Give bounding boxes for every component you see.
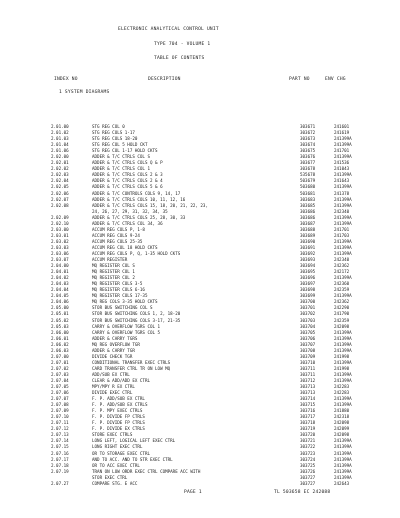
row-env-change: 241399A [334, 136, 352, 142]
row-index: 2.03.07 [51, 257, 69, 263]
row-index: 2.02.05 [51, 184, 69, 190]
row-part-number: 303675 [300, 148, 316, 154]
row-index: 2.01.02 [51, 130, 69, 136]
row-env-change: 241601 [334, 124, 350, 129]
row-description: ADDER & T/C CONTROLS COLS 9, 14, 17 [92, 190, 181, 196]
row-description: CARRY & OVERFLOW TGRS COL 1 [92, 323, 161, 329]
column-header-env: ENV CHG [325, 77, 346, 82]
table-row [0, 481, 400, 487]
row-part-number: 303698 [300, 287, 316, 293]
row-env-change: 241399A [334, 444, 352, 450]
row-env-change: 242283 [334, 384, 350, 390]
row-env-change: 241701 [334, 148, 350, 154]
row-part-number: 303672 [300, 130, 316, 136]
row-part-number: 303689 [300, 232, 316, 238]
row-description: MQ REGISTER COL 1 [92, 269, 135, 275]
row-env-change: 241399A [334, 238, 352, 244]
row-env-change: 242099 [334, 426, 350, 432]
row-description: ADDER & CARRY TGRS [92, 335, 138, 341]
row-env-change: 241399A [334, 329, 352, 335]
row-part-number: 303715 [300, 402, 316, 408]
row-env-change: 241399A [334, 293, 352, 299]
row-description: STOR BUS SWITCHING COL S [92, 305, 153, 311]
row-description: ADDER & T/C CTRLS COLS 25, 28, 30, 33 [92, 214, 186, 220]
row-env-change: 242098 [334, 323, 350, 329]
row-part-number: 303710 [300, 359, 316, 365]
row-index: 2.07.13 [51, 432, 69, 438]
row-index: 2.02.08 [51, 202, 69, 208]
row-env-change: 241399A [334, 462, 352, 468]
row-description: MQ REGISTER COLS 17-35 [92, 293, 148, 299]
row-description: MQ REGISTER COL 2 [92, 275, 135, 281]
row-part-number: 303683 [300, 196, 316, 202]
row-part-number: 303719 [300, 426, 316, 432]
row-part-number: 303699 [300, 293, 316, 299]
row-part-number: 303723 [300, 450, 316, 456]
document-title: ELECTRONIC ANALYTICAL CONTROL UNIT [118, 27, 219, 32]
row-env-change: 241399A [334, 220, 352, 226]
row-description: F. P. ADD/SUB EX CTRL [92, 396, 145, 402]
row-env-change: 241643 [334, 178, 350, 184]
row-index: 2.05.02 [51, 317, 69, 323]
row-env-change: 241399A [334, 474, 352, 480]
row-env-change: 241399A [334, 347, 352, 353]
row-env-change: 241399A [334, 250, 352, 256]
row-part-number: 303702 [300, 311, 316, 317]
row-part-number: 303724 [300, 456, 316, 462]
row-part-number: 303709 [300, 353, 316, 359]
row-description: ADDER & T/C CTRLS COLS 5 & 6 [92, 184, 163, 190]
row-part-number: 303714 [300, 396, 316, 402]
row-part-number: 303727 [300, 480, 316, 486]
table-title: TABLE OF CONTENTS [154, 56, 205, 61]
row-index: 2.07.12 [51, 426, 69, 432]
row-index: 2.01.04 [51, 142, 69, 148]
row-env-change: 241399A [334, 377, 352, 383]
row-part-number: 303685 [300, 202, 316, 208]
row-index: 2.07.01 [51, 359, 69, 365]
row-part-number: 303727 [300, 474, 316, 480]
row-description: ADD/SUB EX CTRL [92, 371, 130, 377]
row-index: 2.07.10 [51, 414, 69, 420]
row-part-number: 303707 [300, 341, 316, 347]
row-part-number: 303687 [300, 220, 316, 226]
row-part-number: 303722 [300, 444, 316, 450]
row-description: MQ REG COLS 3-35 HOLD CKTS [92, 299, 158, 305]
row-index: 2.07.07 [51, 396, 69, 402]
row-env-change: 241703 [334, 232, 350, 238]
row-index: 2.03.03 [51, 244, 69, 250]
row-description: ACCUM REGISTER [92, 257, 128, 263]
row-env-change: 241399A [334, 402, 352, 408]
row-description: DIVIDE CHECK TGR [92, 353, 133, 359]
row-index: 2.03.01 [51, 232, 69, 238]
row-description: MQ REGISTER COLS 3-5 [92, 281, 143, 287]
row-part-number: 303688 [300, 226, 316, 232]
row-part-number: 303686 [300, 214, 316, 220]
row-env-change: 241536 [334, 160, 350, 166]
row-description: ADDER & T/C CTRLS COLS 2 & 3 [92, 172, 163, 178]
row-part-number: 303716 [300, 408, 316, 414]
row-index: 2.02.00 [51, 154, 69, 160]
row-description: F. P. DIVIDE FP CTRLS [92, 414, 145, 420]
row-description: ADDER & T/C CTRLS COL 1 [92, 166, 150, 172]
column-header-description: DESCRIPTION [148, 77, 181, 82]
row-part-number: 303694 [300, 263, 316, 269]
row-part-number: 503679 [300, 178, 316, 184]
row-index: 2.07.17 [51, 456, 69, 462]
row-env-change: 242360 [334, 281, 350, 287]
row-index: 2.01.06 [51, 148, 69, 154]
row-env-change: 242318 [334, 414, 350, 420]
row-description: ACCUM REG COLS P, Q, 1-35 HOLD CKTS [92, 250, 181, 256]
row-part-number: 303674 [300, 142, 316, 148]
contents-table [0, 124, 400, 487]
row-index: 2.04.06 [51, 299, 69, 305]
row-part-number: 303712 [300, 377, 316, 383]
row-part-number: 303693 [300, 257, 316, 263]
row-description: MQ REG OVERFLOW TGR [92, 341, 140, 347]
row-description: MPY/MPY R EX CTRL [92, 384, 135, 390]
row-env-change: 241701 [334, 226, 350, 232]
row-description: F. P. DIVIDE EX CTRLS [92, 426, 145, 432]
row-env-change: 241399A [334, 184, 352, 190]
row-index: 2.05.03 [51, 323, 69, 329]
row-env-change: 241399A [334, 196, 352, 202]
row-description: COMPARE STG. E ACC [92, 480, 138, 486]
row-index: 2.04.03 [51, 281, 69, 287]
row-env-change: 241399A [334, 275, 352, 281]
row-description: STG REG COL 1-17 HOLD CKTS [92, 148, 158, 154]
row-env-change: 242290 [334, 305, 350, 311]
row-env-change: 241619 [334, 130, 350, 136]
row-index: 2.06.03 [51, 347, 69, 353]
row-description: ADDER & T/C CTRLS COLS 2 & 4 [92, 178, 163, 184]
row-description: CONDITIONAL TRANSFER EXEC CTRLS [92, 359, 171, 365]
row-index: 2.07.14 [51, 438, 69, 444]
row-description: STORE EXEC CTRLS [92, 432, 133, 438]
row-part-number: 303697 [300, 281, 316, 287]
row-index: 2.02.03 [51, 172, 69, 178]
row-env-change: 241790 [334, 311, 350, 317]
row-part-number: 303701 [300, 305, 316, 311]
row-env-change: 241399A [334, 142, 352, 148]
row-env-change: 242362 [334, 299, 350, 305]
row-part-number: 303713 [300, 390, 316, 396]
row-description: STG REG COLS 1-17 [92, 130, 135, 136]
row-part-number: 303677 [300, 160, 316, 166]
row-part-number: 303721 [300, 438, 316, 444]
row-description: STOR BUS SWITCHING COLS 1, 2, 18-20 [92, 311, 181, 317]
row-part-number: 303692 [300, 250, 316, 256]
row-description: OR TO STORAGE EXEC CTRL [92, 450, 150, 456]
row-index: 2.02.01 [51, 160, 69, 166]
row-index: 2.07.04 [51, 377, 69, 383]
row-description: CLEAR & ADD/ADD EX CTRL [92, 377, 150, 383]
row-description: STG REG COL 0 [92, 124, 125, 129]
row-part-number: 503680 [300, 184, 316, 190]
row-part-number: 303690 [300, 238, 316, 244]
row-description: CARD TRANSFER CTRL TR ON LOW MQ [92, 365, 171, 371]
row-env-change: 241399A [334, 468, 352, 474]
row-part-number: 303691 [300, 244, 316, 250]
row-env-change: 241399A [334, 172, 352, 178]
row-description: ADDER & T/C CTRLS COLS 10, 11, 12, 16 [92, 196, 186, 202]
row-part-number: 303705 [300, 329, 316, 335]
row-index: 2.04.01 [51, 269, 69, 275]
row-env-change: 242340 [334, 208, 350, 214]
footer-page-number: PAGE 1 [184, 490, 202, 495]
row-description: ADDER & T/C CTRLS COLS Q & P [92, 160, 163, 166]
row-env-change: 241399A [334, 371, 352, 377]
row-description: STG REG COL 5 HOLD CKT [92, 142, 148, 148]
row-env-change: 241399A [334, 396, 352, 402]
row-description: TRAN ON LOW ORDR EXEC CTRL COMPARE ACC WITH [92, 468, 201, 474]
row-env-change: 242172 [334, 269, 350, 275]
row-index: 2.07.27 [51, 480, 69, 486]
row-part-number: 303704 [300, 323, 316, 329]
row-index: 2.07.03 [51, 371, 69, 377]
row-env-change: 241998 [334, 353, 350, 359]
section-heading: 1 SYSTEM DIAGRAMS [59, 90, 110, 95]
row-env-change: 241399A [334, 335, 352, 341]
row-index: 2.07.16 [51, 450, 69, 456]
row-env-change: 242359 [334, 287, 350, 293]
row-description: ADDER & T/C CTRLS COL 34, 36 [92, 220, 163, 226]
row-index: 2.03.02 [51, 238, 69, 244]
row-env-change: 242362 [334, 263, 350, 269]
row-env-change: 241399A [334, 456, 352, 462]
row-index: 2.04.04 [51, 287, 69, 293]
row-part-number: 303700 [300, 299, 316, 305]
row-env-change: 241399A [334, 359, 352, 365]
row-env-change: 241043 [334, 166, 350, 172]
row-description: MQ REGISTER COL S [92, 263, 135, 269]
row-env-change: 242098 [334, 420, 350, 426]
row-description: MQ REGISTER COLS 6-16 [92, 287, 145, 293]
row-description: ADDER & CARRY TGR [92, 347, 135, 353]
row-index: 2.07.05 [51, 384, 69, 390]
row-description: STG REG COLS 18-20 [92, 136, 138, 142]
row-part-number: 303717 [300, 414, 316, 420]
row-env-change: 241399A [334, 341, 352, 347]
row-index: 2.07.06 [51, 390, 69, 396]
row-index: 2.04.02 [51, 275, 69, 281]
row-part-number: 303708 [300, 347, 316, 353]
row-description: ADDER & T/C CTRLS COLS 15, 18, 20, 21, 22, 23, [92, 202, 208, 208]
row-description: F. P. MPY EXEC CTRLS [92, 408, 143, 414]
row-env-change: 242340 [334, 257, 350, 263]
row-env-change: 242098 [334, 432, 350, 438]
footer-reference: TL 503658 EC 242088 [274, 490, 331, 495]
row-description: F. P. ADD/SUB EX CTRLS [92, 402, 148, 408]
row-index: 2.02.02 [51, 166, 69, 172]
row-part-number: 303718 [300, 420, 316, 426]
row-part-number: 303713 [300, 384, 316, 390]
row-index: 2.04.00 [51, 263, 69, 269]
row-description: ACCUM REG COLS P, 1-8 [92, 226, 145, 232]
row-description: OR TO ACC EXEC CTRL [92, 462, 140, 468]
row-index: 2.06.00 [51, 329, 69, 335]
row-description: DIVIDE EXEC CTRL [92, 390, 133, 396]
row-index: 2.07.00 [51, 353, 69, 359]
row-description: AND TO ACC. AND TO STR EXEC CTRL [92, 456, 173, 462]
row-description: ACCUM REG COLS 9-24 [92, 232, 140, 238]
row-part-number: 503681 [300, 190, 316, 196]
row-env-change: 241399A [334, 438, 352, 444]
row-description: 24, 26, 27, 29, 31, 32, 34, 35 [92, 208, 168, 214]
row-env-change: 241399A [334, 450, 352, 456]
row-env-change: 241399A [334, 244, 352, 250]
row-index: 2.03.06 [51, 250, 69, 256]
row-index: 2.02.10 [51, 220, 69, 226]
row-index: 2.07.18 [51, 462, 69, 468]
row-description: ACCUM REG COLS 25-35 [92, 238, 143, 244]
row-env-change: 241399A [334, 214, 352, 220]
row-env-change: 241399A [334, 202, 352, 208]
row-part-number: 303706 [300, 335, 316, 341]
row-index: 2.07.15 [51, 444, 69, 450]
row-part-number: 303676 [300, 154, 316, 160]
row-description: F. P. DIVIDE FP CTRLS [92, 420, 145, 426]
row-part-number: 303696 [300, 275, 316, 281]
column-header-part: PART NO [289, 77, 310, 82]
row-part-number: 303711 [300, 371, 316, 377]
document-subtitle: TYPE 704 - VOLUME 1 [154, 42, 211, 47]
column-header-index: INDEX NO [54, 77, 78, 82]
row-index: 2.07.09 [51, 408, 69, 414]
row-env-change: 242643 [334, 480, 350, 486]
row-description: LONG RIGHT EXEC CTRL [92, 444, 143, 450]
row-env-change: 242283 [334, 390, 350, 396]
row-description: STOR EXEC CTRL [92, 474, 128, 480]
row-env-change: 241399A [334, 154, 352, 160]
row-env-change: 241998 [334, 365, 350, 371]
row-index: 2.02.07 [51, 196, 69, 202]
row-index: 2.07.02 [51, 365, 69, 371]
row-part-number: 303720 [300, 432, 316, 438]
row-env-change: 242359 [334, 317, 350, 323]
row-index: 2.02.04 [51, 178, 69, 184]
row-description: ACCUM REG COL 18 HOLD CKTS [92, 244, 158, 250]
row-index: 2.01.03 [51, 136, 69, 142]
row-part-number: 303678 [300, 166, 316, 172]
row-index: 2.04.05 [51, 293, 69, 299]
row-description: LONG LEFT, LOGICAL LEFT EXEC CTRL [92, 438, 176, 444]
row-index: 2.02.09 [51, 214, 69, 220]
row-index: 2.03.00 [51, 226, 69, 232]
row-env-change: 241880 [334, 408, 350, 414]
row-part-number: 303686 [300, 208, 316, 214]
row-part-number: 303671 [300, 124, 316, 129]
row-env-change: 241378 [334, 190, 350, 196]
row-part-number: 303695 [300, 269, 316, 275]
row-part-number: 303725 [300, 462, 316, 468]
row-part-number: 535678 [300, 172, 316, 178]
row-index: 2.07.08 [51, 402, 69, 408]
row-index: 2.05.01 [51, 311, 69, 317]
row-description: CARRY & OVERFLOW TGRS COL 5 [92, 329, 161, 335]
row-index: 2.01.00 [51, 124, 69, 129]
row-part-number: 303703 [300, 317, 316, 323]
row-description: ADDER & T/C CTRLS COL S [92, 154, 150, 160]
row-index: 2.05.00 [51, 305, 69, 311]
row-index: 2.06.01 [51, 335, 69, 341]
row-part-number: 303726 [300, 468, 316, 474]
row-index: 2.02.06 [51, 190, 69, 196]
row-part-number: 303673 [300, 136, 316, 142]
row-description: STOR BUS SWITCHING COLS 3-17, 21-35 [92, 317, 181, 323]
row-part-number: 303711 [300, 365, 316, 371]
row-index: 2.06.02 [51, 341, 69, 347]
row-index: 2.07.11 [51, 420, 69, 426]
row-index: 2.07.19 [51, 468, 69, 474]
